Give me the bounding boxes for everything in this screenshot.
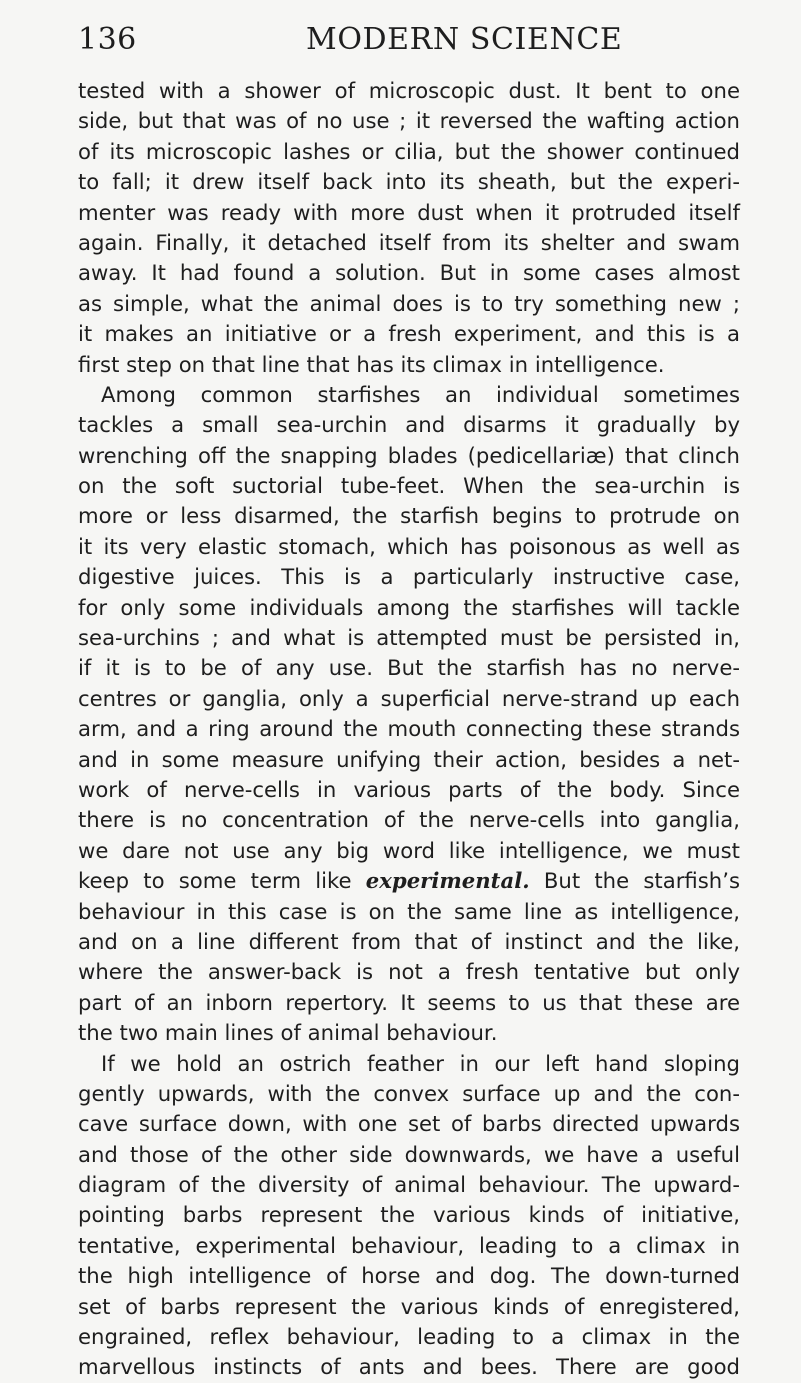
text-line: centres or ganglia, only a superficial nerve-strand up each (78, 685, 740, 711)
text-line: the high intelligence of horse and dog. The down-turned (78, 1263, 740, 1289)
text-line: side, but that was of no use ; it reversed the wafting action (78, 108, 740, 134)
text-line: it makes an initiative or a fresh experiment, and this is a (78, 321, 740, 347)
text-line: tested with a shower of microscopic dust. It bent to one (78, 78, 740, 103)
text-line: and those of the other side downwards, we have a useful (78, 1141, 740, 1167)
text-line: as simple, what the animal does is to try something new ; (78, 290, 740, 316)
text-line-with-emphasis (78, 866, 740, 896)
text-line: for only some individuals among the starfishes will tackle (78, 594, 740, 620)
text-line: work of nerve-cells in various parts of the body. Since (78, 776, 740, 802)
text-line: the two main lines of animal behaviour. (78, 1020, 498, 1046)
text-line: arm, and a ring around the mouth connecting these strands (78, 716, 740, 742)
text-segment: But the starfish’s (529, 868, 740, 894)
text-line: away. It had found a solution. But in some cases almost (78, 260, 740, 286)
text-line: gently upwards, with the convex surface up and the con- (78, 1080, 740, 1106)
text-line: cave surface down, with one set of barbs directed upwards (78, 1111, 740, 1137)
text-line: where the answer-back is not a fresh tentative but only (78, 959, 740, 985)
text-line: digestive juices. This is a particularly instructive case, (78, 564, 740, 590)
text-line: and on a line different from that of instinct and the like, (78, 928, 740, 954)
text-line: behaviour in this case is on the same line as intelligence, (78, 898, 740, 924)
text-line: first step on that line that has its climax in intelligence. (78, 351, 665, 377)
running-head: MODERN SCIENCE (306, 22, 623, 57)
text-line: on the soft suctorial tube-feet. When the sea-urchin is (78, 473, 740, 499)
text-line: diagram of the diversity of animal behaviour. The upward- (78, 1172, 740, 1198)
page-header (78, 22, 738, 62)
text-line: wrenching off the snapping blades (pedicellariæ) that clinch (78, 442, 740, 468)
text-line: again. Finally, it detached itself from its shelter and swam (78, 229, 740, 255)
text-line: to fall; it drew itself back into its sheath, but the experi- (78, 169, 740, 195)
emphasized-term: experimental. (365, 868, 530, 894)
page-number: 136 (78, 22, 137, 57)
text-line: if it is to be of any use. But the starfish has no nerve- (78, 655, 740, 681)
text-line: more or less disarmed, the starfish begins to protrude on (78, 503, 740, 529)
text-line: of its microscopic lashes or cilia, but the shower continued (78, 138, 740, 164)
text-line: we dare not use any big word like intelligence, we must (78, 837, 740, 863)
text-line: tentative, experimental behaviour, leading to a climax in (78, 1232, 740, 1258)
text-line: it its very elastic stomach, which has poisonous as well as (78, 533, 740, 559)
text-line: sea-urchins ; and what is attempted must be persisted in, (78, 625, 740, 651)
text-segment: keep to some term like (78, 868, 366, 894)
text-line: engrained, reflex behaviour, leading to a climax in the (78, 1324, 740, 1350)
text-line: pointing barbs represent the various kinds of initiative, (78, 1202, 740, 1228)
body-text (78, 76, 740, 1383)
paragraph-start-line: If we hold an ostrich feather in our left hand sloping (101, 1050, 740, 1076)
text-line: menter was ready with more dust when it protruded itself (78, 199, 740, 225)
paragraph-start-line: Among common starfishes an individual sometimes (101, 381, 740, 407)
text-line: set of barbs represent the various kinds of enregistered, (78, 1293, 740, 1319)
text-line: part of an inborn repertory. It seems to us that these are (78, 989, 740, 1015)
text-line: tackles a small sea-urchin and disarms it gradually by (78, 412, 740, 438)
text-line: and in some measure unifying their action, besides a net- (78, 746, 740, 772)
text-line: there is no concentration of the nerve-cells into ganglia, (78, 807, 740, 833)
text-line: marvellous instincts of ants and bees. There are good (78, 1354, 740, 1380)
